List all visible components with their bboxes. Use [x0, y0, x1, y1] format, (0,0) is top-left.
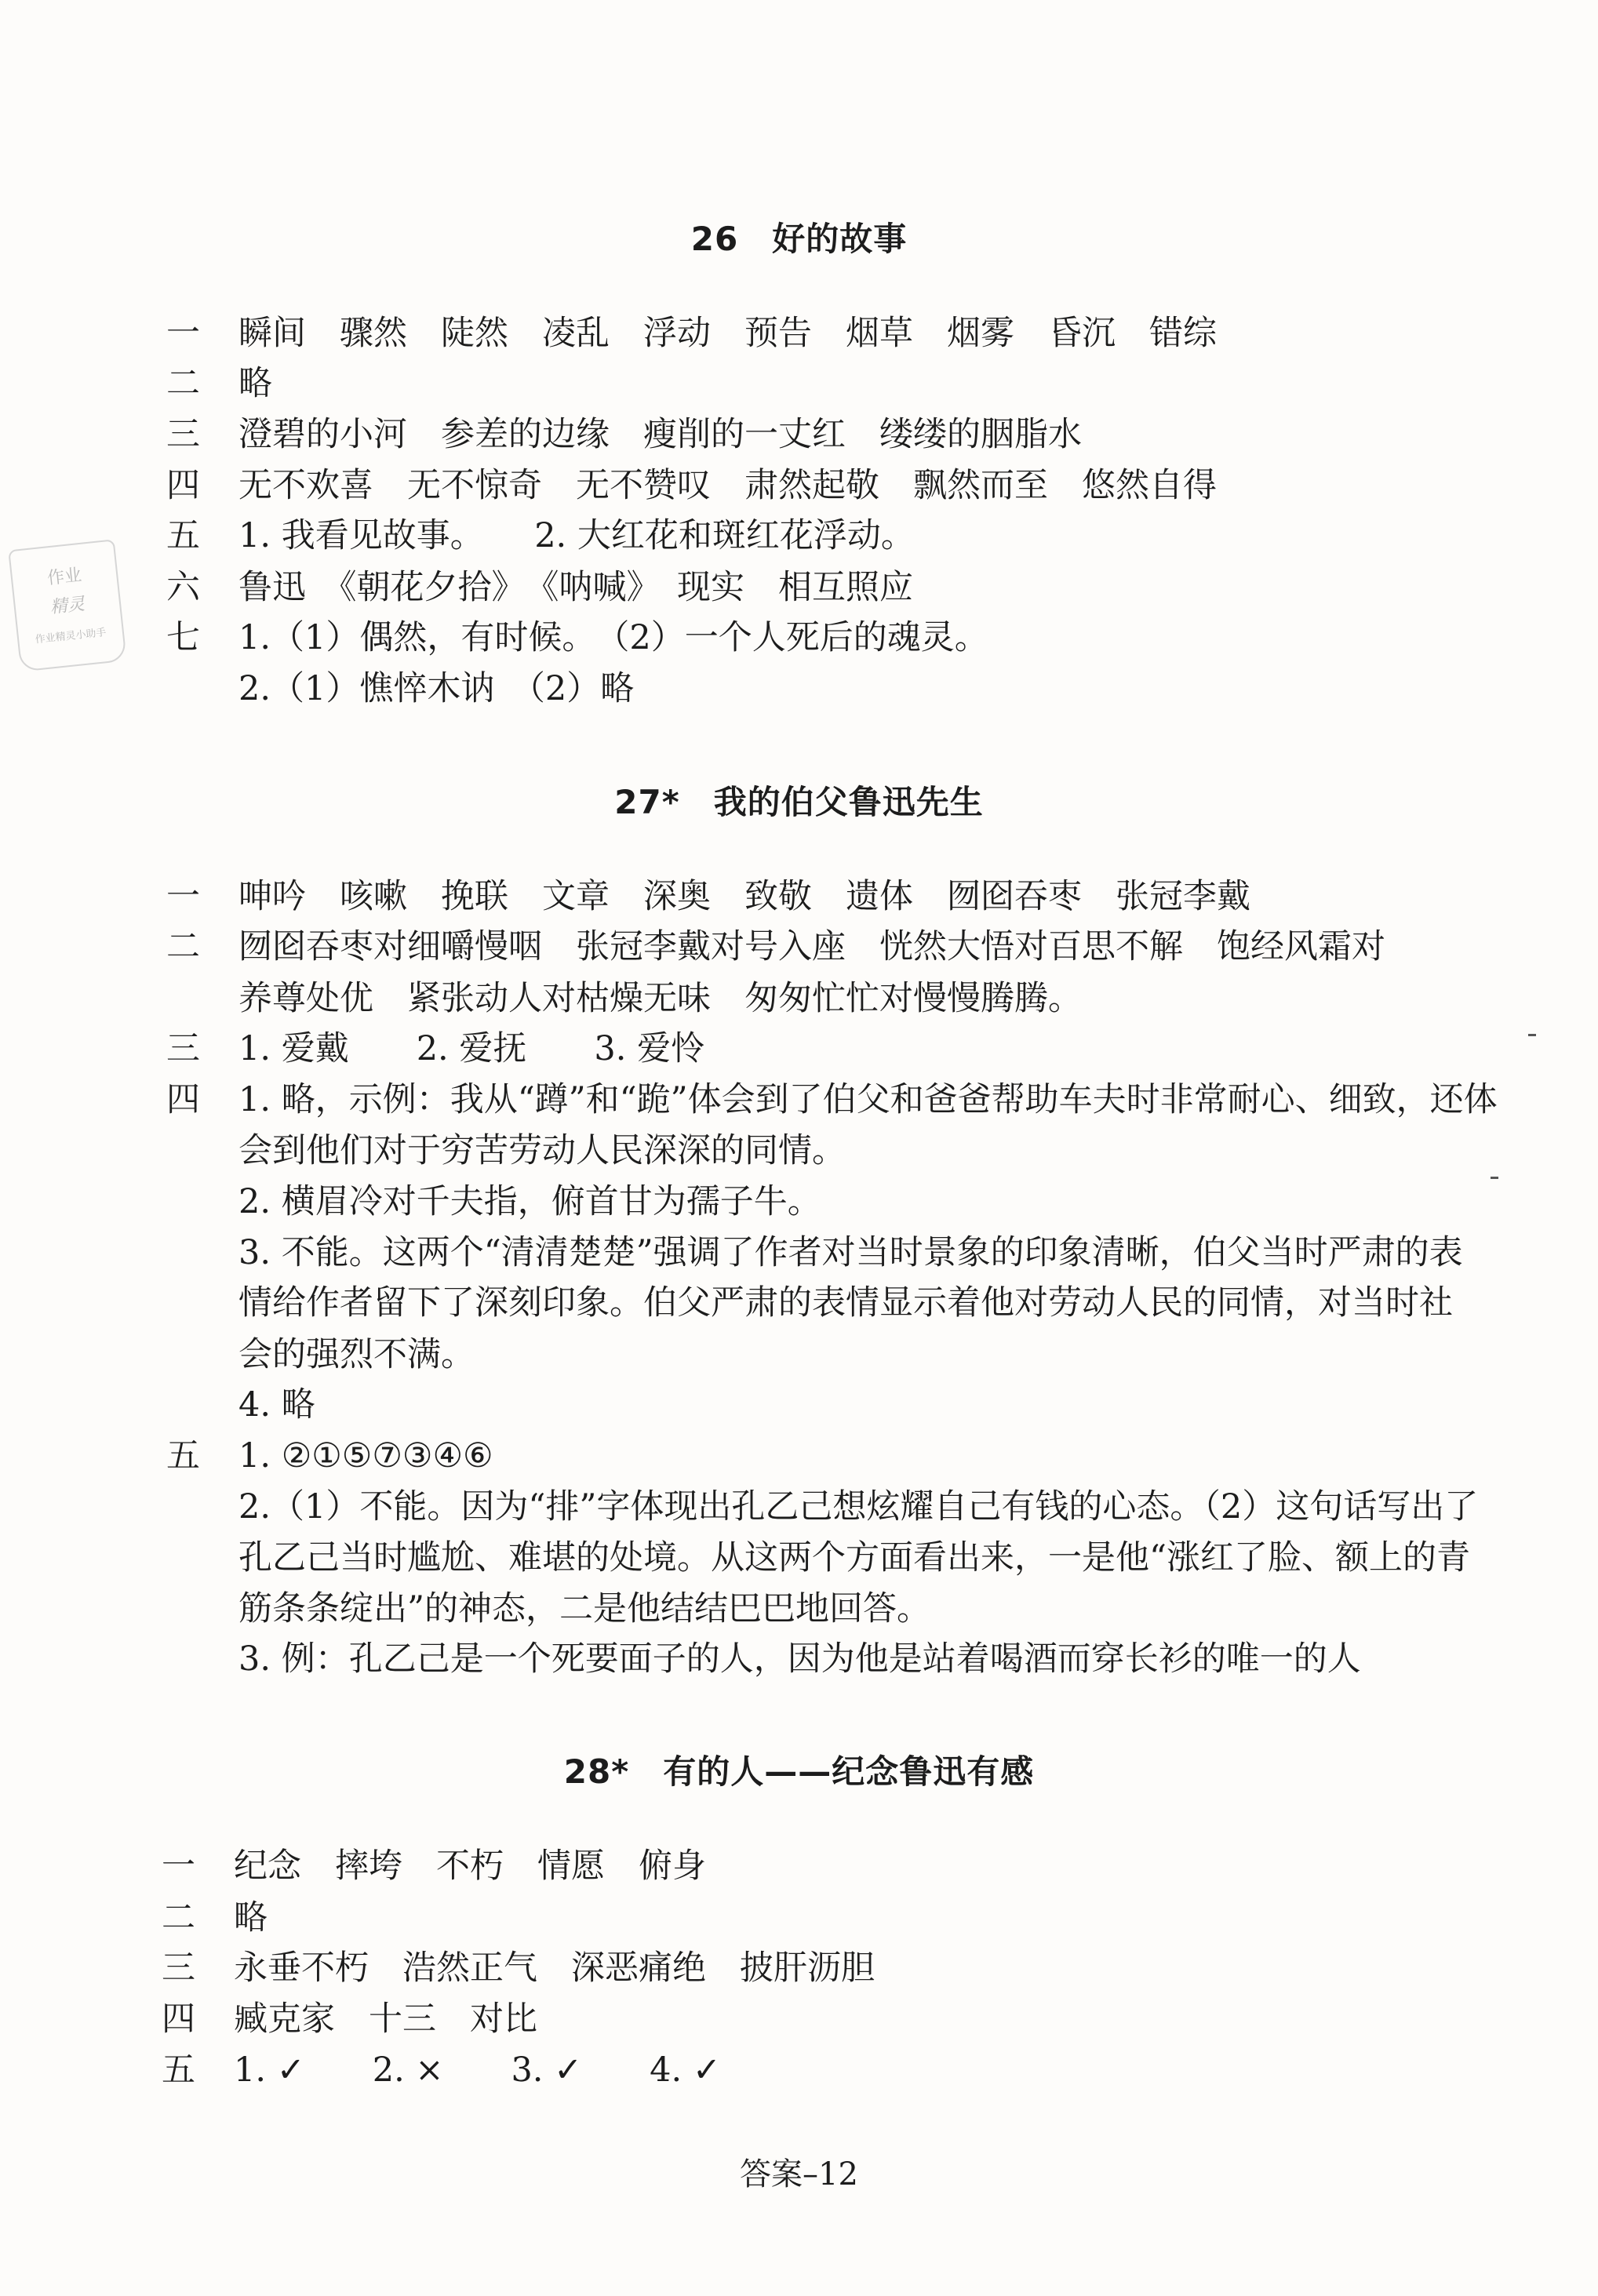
row-number: 四	[166, 466, 200, 505]
row-number: 三	[166, 1029, 200, 1068]
stamp-line-2: 精灵	[49, 594, 86, 618]
row-text: 无不欢喜 无不惊奇 无不赞叹 肃然起敬 飘然而至 悠然自得	[238, 466, 1217, 505]
row-text: 略	[238, 364, 272, 403]
row-text: 孔乙己当时尴尬、难堪的处境。从这两个方面看出来，一是他“涨红了脸、额上的青	[238, 1538, 1470, 1577]
row-number: 四	[162, 1999, 195, 2039]
row-text: 1.（1）偶然，有时候。 （2）一个人死后的魂灵。	[238, 618, 988, 657]
row-number: 二	[166, 364, 200, 403]
row-text: 鲁迅 《朝花夕拾》 《呐喊》 现实 相互照应	[238, 568, 913, 607]
watermark-stamp	[8, 539, 127, 671]
row-text: 3. 不能。这两个“清清楚楚”强调了作者对当时景象的印象清晰，伯父当时严肃的表	[238, 1233, 1463, 1272]
page-footer: 答案–12	[740, 2156, 858, 2192]
row-number: 一	[166, 314, 200, 353]
row-number: 一	[166, 877, 200, 916]
row-number: 六	[166, 568, 200, 607]
row-text: 呻吟 咳嗽 挽联 文章 深奥 致敬 遗体 囫囵吞枣 张冠李戴	[238, 877, 1250, 916]
row-text: 4. 略	[238, 1385, 315, 1425]
row-text: 瞬间 骤然 陡然 凌乱 浮动 预告 烟草 烟雾 昏沉 错综	[238, 314, 1217, 353]
row-text: 略	[234, 1898, 268, 1938]
section-title: 28* 有的人——纪念鲁迅有感	[563, 1752, 1035, 1791]
row-number: 五	[162, 2050, 195, 2090]
row-text: 1. 爱戴 2. 爱抚 3. 爱怜	[238, 1029, 705, 1068]
row-text: 2.（1）憔悴木讷 （2）略	[238, 669, 635, 708]
scan-speck	[1491, 1177, 1498, 1179]
row-text: 情给作者留下了深刻印象。伯父严肃的表情显示着他对劳动人民的同情，对当时社	[238, 1283, 1453, 1323]
row-text: 囫囵吞枣对细嚼慢咽 张冠李戴对号入座 恍然大悟对百思不解 饱经风霜对	[238, 927, 1385, 966]
row-text: 筋条条绽出”的神态，二是他结结巴巴地回答。	[238, 1589, 930, 1628]
row-text: 2.（1）不能。因为“排”字体现出孔乙己想炫耀自己有钱的心态。（2）这句话写出了	[238, 1487, 1479, 1526]
row-number: 四	[166, 1080, 200, 1119]
row-number: 五	[166, 516, 200, 555]
stamp-line-3: 作业精灵小助手	[35, 627, 107, 646]
row-number: 三	[162, 1949, 195, 1988]
stamp-line-1: 作业	[46, 565, 83, 589]
row-text: 1. ✓ 2. × 3. ✓ 4. ✓	[234, 2050, 721, 2090]
row-text: 永垂不朽 浩然正气 深恶痛绝 披肝沥胆	[234, 1949, 875, 1988]
row-number: 二	[166, 927, 200, 966]
row-text: 2. 横眉冷对千夫指，俯首甘为孺子牛。	[238, 1182, 821, 1221]
row-number: 一	[162, 1847, 195, 1886]
row-text: 纪念 摔垮 不朽 情愿 俯身	[234, 1847, 706, 1886]
row-text: 臧克家 十三 对比	[234, 1999, 537, 2039]
row-text: 3. 例：孔乙己是一个死要面子的人，因为他是站着喝酒而穿长衫的唯一的人	[238, 1639, 1361, 1679]
row-number: 二	[162, 1898, 195, 1938]
row-number: 三	[166, 415, 200, 454]
section-title: 27* 我的伯父鲁迅先生	[614, 783, 984, 821]
row-number: 七	[166, 618, 200, 657]
section-title: 26 好的故事	[690, 220, 908, 258]
row-text: 1. 我看见故事。 2. 大红花和斑红花浮动。	[238, 516, 915, 555]
row-text: 会到他们对于穷苦劳动人民深深的同情。	[238, 1131, 846, 1170]
row-text: 会的强烈不满。	[238, 1335, 475, 1374]
row-text: 1. ②①⑤⑦③④⑥	[238, 1436, 493, 1475]
row-text: 1. 略，示例：我从“蹲”和“跪”体会到了伯父和爸爸帮助车夫时非常耐心、细致，还体	[238, 1080, 1498, 1119]
scan-speck	[1528, 1034, 1536, 1036]
row-number: 五	[166, 1436, 200, 1475]
row-text: 养尊处优 紧张动人对枯燥无味 匆匆忙忙对慢慢腾腾。	[238, 979, 1082, 1018]
row-text: 澄碧的小河 参差的边缘 瘦削的一丈红 缕缕的胭脂水	[238, 415, 1082, 454]
